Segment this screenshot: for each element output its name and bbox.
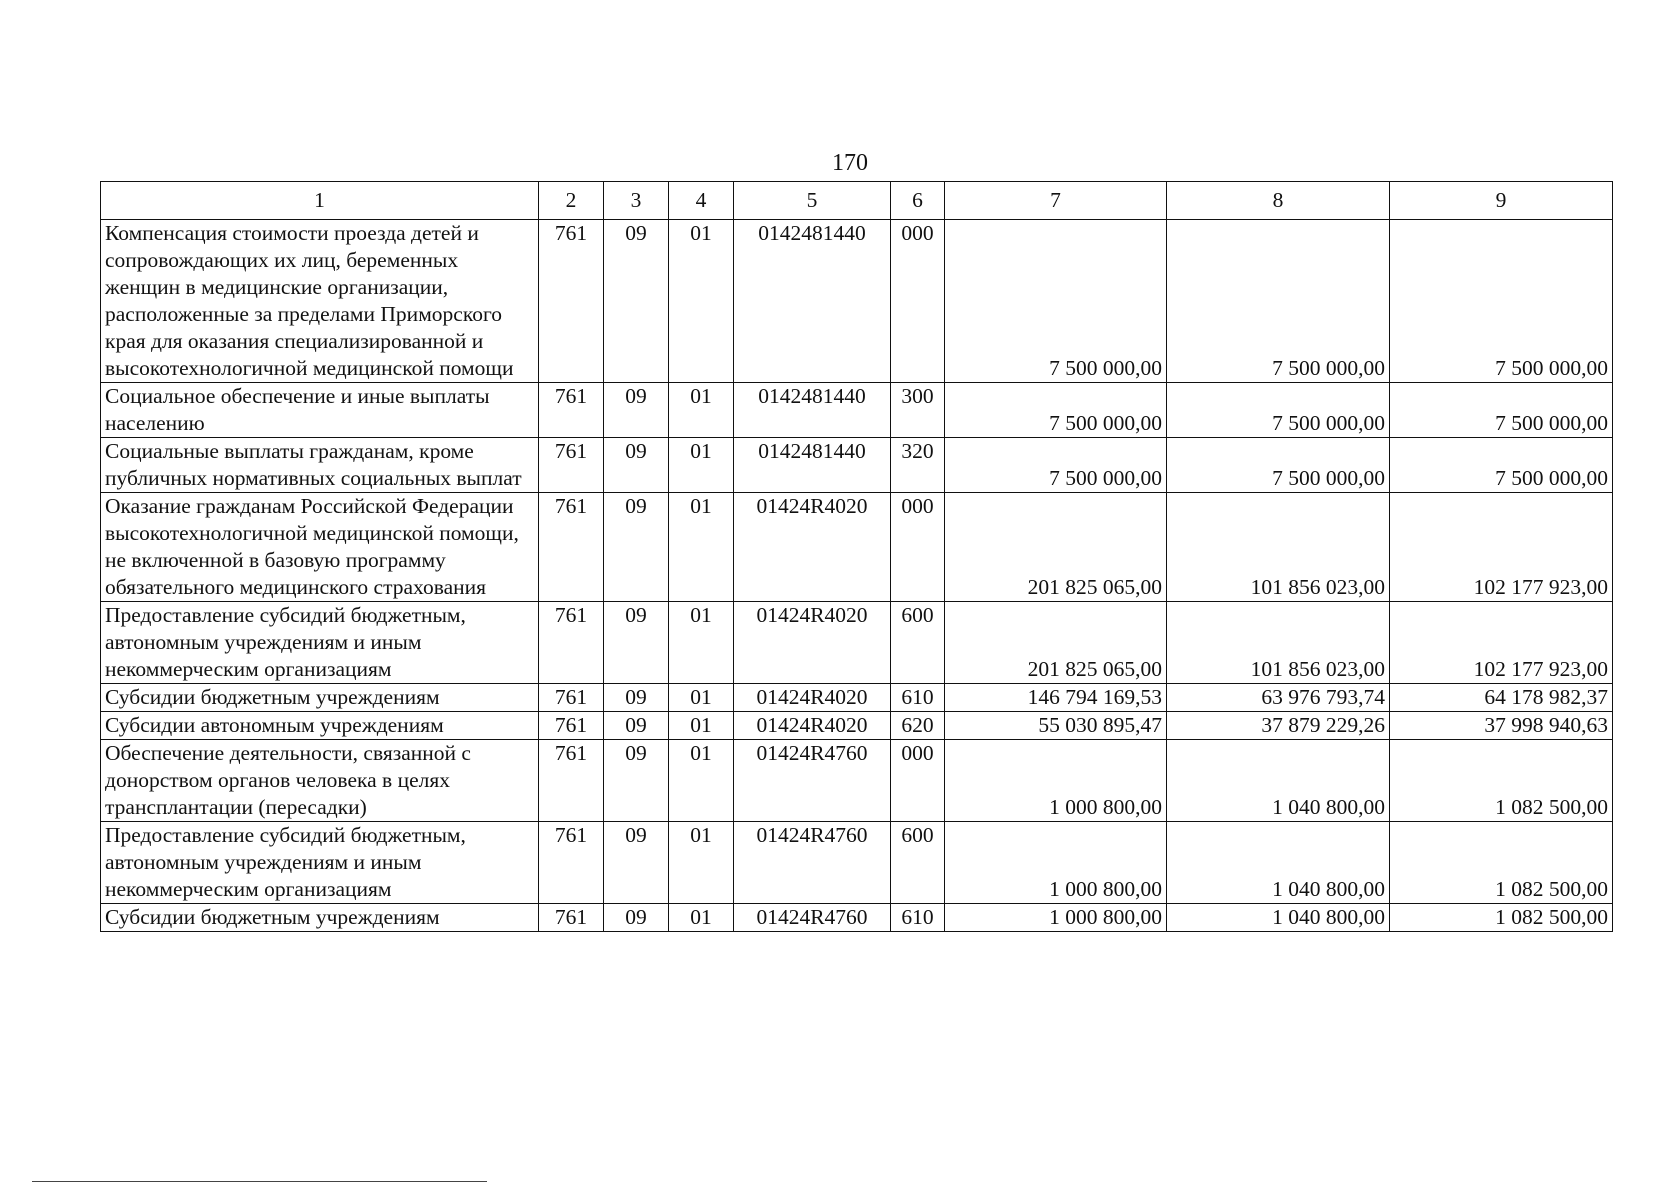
amount-col-8: 1 040 800,00	[1167, 822, 1390, 904]
amount-col-9: 7 500 000,00	[1390, 383, 1613, 438]
subsection-code: 01	[669, 602, 734, 684]
item-name: Субсидии бюджетным учреждениям	[101, 904, 539, 932]
target-article-code: 01424R4020	[734, 684, 891, 712]
amount-col-7: 146 794 169,53	[945, 684, 1167, 712]
amount-col-7: 201 825 065,00	[945, 493, 1167, 602]
ministry-code: 761	[539, 712, 604, 740]
target-article-code: 01424R4020	[734, 602, 891, 684]
target-article-code: 01424R4760	[734, 822, 891, 904]
table-row	[101, 712, 1613, 740]
amount-col-9: 37 998 940,63	[1390, 712, 1613, 740]
table-row	[101, 220, 1613, 383]
amount-col-7: 7 500 000,00	[945, 383, 1167, 438]
column-header: 7	[945, 182, 1167, 220]
target-article-code: 0142481440	[734, 383, 891, 438]
table-row	[101, 383, 1613, 438]
amount-col-8: 63 976 793,74	[1167, 684, 1390, 712]
item-name: Предоставление субсидий бюджетным, автономным учреждениям и иным некоммерческим организациям	[101, 602, 539, 684]
subsection-code: 01	[669, 220, 734, 383]
expense-type-code: 000	[891, 220, 945, 383]
column-header: 5	[734, 182, 891, 220]
amount-col-8: 7 500 000,00	[1167, 220, 1390, 383]
target-article-code: 0142481440	[734, 220, 891, 383]
table-row	[101, 438, 1613, 493]
amount-col-7: 1 000 800,00	[945, 822, 1167, 904]
amount-col-9: 1 082 500,00	[1390, 904, 1613, 932]
section-code: 09	[604, 740, 669, 822]
budget-table	[100, 181, 1613, 932]
table-row	[101, 684, 1613, 712]
section-code: 09	[604, 712, 669, 740]
item-name: Предоставление субсидий бюджетным, автономным учреждениям и иным некоммерческим организациям	[101, 822, 539, 904]
ministry-code: 761	[539, 904, 604, 932]
subsection-code: 01	[669, 493, 734, 602]
target-article-code: 01424R4760	[734, 904, 891, 932]
target-article-code: 01424R4020	[734, 712, 891, 740]
subsection-code: 01	[669, 684, 734, 712]
ministry-code: 761	[539, 602, 604, 684]
amount-col-8: 1 040 800,00	[1167, 904, 1390, 932]
amount-col-9: 7 500 000,00	[1390, 220, 1613, 383]
section-code: 09	[604, 383, 669, 438]
item-name: Компенсация стоимости проезда детей и сопровождающих их лиц, беременных женщин в медицинские организации, расположенные за пределами Приморского края для оказания специализированной и высокотехнологичной медицинской помощи	[101, 220, 539, 383]
section-code: 09	[604, 220, 669, 383]
ministry-code: 761	[539, 383, 604, 438]
column-header: 9	[1390, 182, 1613, 220]
table-row	[101, 740, 1613, 822]
ministry-code: 761	[539, 438, 604, 493]
expense-type-code: 300	[891, 383, 945, 438]
amount-col-9: 102 177 923,00	[1390, 602, 1613, 684]
amount-col-7: 7 500 000,00	[945, 438, 1167, 493]
table-row	[101, 822, 1613, 904]
amount-col-8: 101 856 023,00	[1167, 493, 1390, 602]
amount-col-7: 1 000 800,00	[945, 904, 1167, 932]
amount-col-9: 1 082 500,00	[1390, 740, 1613, 822]
item-name: Субсидии автономным учреждениям	[101, 712, 539, 740]
amount-col-8: 1 040 800,00	[1167, 740, 1390, 822]
item-name: Оказание гражданам Российской Федерации высокотехнологичной медицинской помощи, не включенной в базовую программу обязательного медицинского страхования	[101, 493, 539, 602]
footnote-divider	[32, 1181, 487, 1182]
section-code: 09	[604, 822, 669, 904]
amount-col-8: 7 500 000,00	[1167, 438, 1390, 493]
item-name: Социальное обеспечение и иные выплаты населению	[101, 383, 539, 438]
expense-type-code: 600	[891, 822, 945, 904]
table-row	[101, 904, 1613, 932]
expense-type-code: 610	[891, 904, 945, 932]
subsection-code: 01	[669, 712, 734, 740]
ministry-code: 761	[539, 740, 604, 822]
amount-col-7: 1 000 800,00	[945, 740, 1167, 822]
section-code: 09	[604, 438, 669, 493]
column-header: 6	[891, 182, 945, 220]
target-article-code: 01424R4760	[734, 740, 891, 822]
amount-col-7: 201 825 065,00	[945, 602, 1167, 684]
expense-type-code: 620	[891, 712, 945, 740]
subsection-code: 01	[669, 438, 734, 493]
section-code: 09	[604, 904, 669, 932]
amount-col-8: 37 879 229,26	[1167, 712, 1390, 740]
target-article-code: 0142481440	[734, 438, 891, 493]
expense-type-code: 000	[891, 740, 945, 822]
expense-type-code: 320	[891, 438, 945, 493]
column-header: 2	[539, 182, 604, 220]
item-name: Обеспечение деятельности, связанной с донорством органов человека в целях трансплантации (пересадки)	[101, 740, 539, 822]
column-header: 3	[604, 182, 669, 220]
expense-type-code: 000	[891, 493, 945, 602]
header-row	[101, 182, 1613, 220]
item-name: Социальные выплаты гражданам, кроме публичных нормативных социальных выплат	[101, 438, 539, 493]
section-code: 09	[604, 602, 669, 684]
expense-type-code: 610	[891, 684, 945, 712]
ministry-code: 761	[539, 684, 604, 712]
column-header: 1	[101, 182, 539, 220]
subsection-code: 01	[669, 822, 734, 904]
ministry-code: 761	[539, 822, 604, 904]
amount-col-7: 55 030 895,47	[945, 712, 1167, 740]
column-header: 8	[1167, 182, 1390, 220]
target-article-code: 01424R4020	[734, 493, 891, 602]
column-header: 4	[669, 182, 734, 220]
section-code: 09	[604, 493, 669, 602]
expense-type-code: 600	[891, 602, 945, 684]
amount-col-8: 101 856 023,00	[1167, 602, 1390, 684]
amount-col-9: 102 177 923,00	[1390, 493, 1613, 602]
section-code: 09	[604, 684, 669, 712]
subsection-code: 01	[669, 740, 734, 822]
amount-col-9: 7 500 000,00	[1390, 438, 1613, 493]
page-number: 170	[832, 150, 868, 176]
subsection-code: 01	[669, 383, 734, 438]
subsection-code: 01	[669, 904, 734, 932]
amount-col-9: 64 178 982,37	[1390, 684, 1613, 712]
amount-col-8: 7 500 000,00	[1167, 383, 1390, 438]
table-row	[101, 493, 1613, 602]
ministry-code: 761	[539, 493, 604, 602]
table-row	[101, 602, 1613, 684]
item-name: Субсидии бюджетным учреждениям	[101, 684, 539, 712]
ministry-code: 761	[539, 220, 604, 383]
amount-col-7: 7 500 000,00	[945, 220, 1167, 383]
amount-col-9: 1 082 500,00	[1390, 822, 1613, 904]
